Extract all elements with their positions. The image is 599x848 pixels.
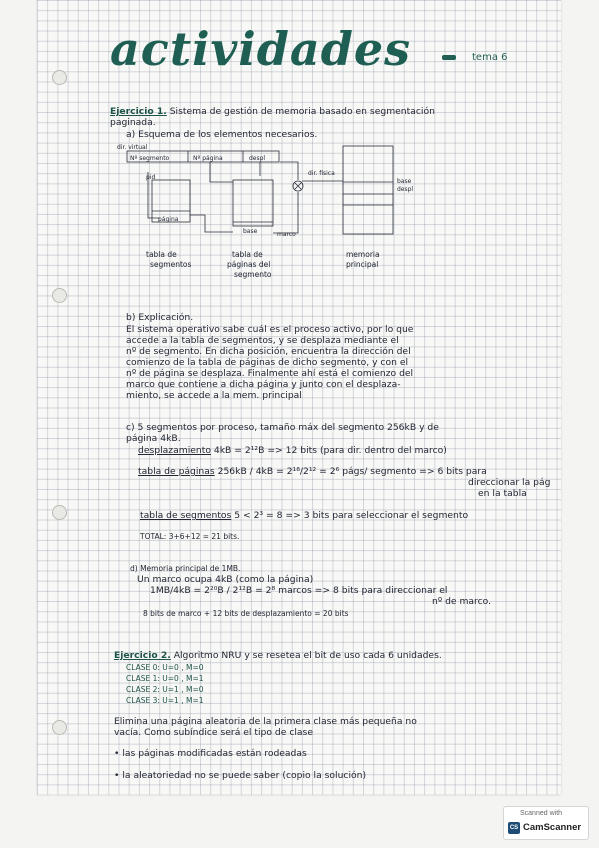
ej1-c-title-cont: página 4kB. [126, 433, 181, 444]
table2-label-1: tabla de [232, 250, 263, 259]
field-despl: despl [249, 155, 266, 162]
ej1-c-despl-row [138, 445, 447, 457]
camscanner-name: CamScanner [523, 822, 582, 833]
camscanner-badge [503, 806, 589, 840]
ts-label: tabla de segmentos [140, 510, 232, 521]
camscanner-logo-icon: CS [508, 822, 520, 834]
ej1-b-title: b) Explicación. [126, 312, 194, 323]
tp-cont-1: direccionar la pág [468, 477, 551, 488]
main-memory [343, 146, 393, 234]
ej1-c-tp-row [138, 466, 487, 478]
class-3: CLASE 3: U=1 , M=1 [126, 696, 204, 705]
ej2-line1: Elimina una página aleatoria de la primera clase más pequeña no [114, 716, 417, 727]
ej2-bullet2: • la aleatoriedad no se puede saber (copio la solución) [114, 770, 367, 781]
ej1-heading-text: Sistema de gestión de memoria basado en segmentación [169, 106, 435, 117]
table2-label-2: páginas del [227, 260, 271, 269]
tp-value: 256kB / 4kB = 2¹⁸/2¹² = 2⁶ págs/ segmento => 6 bits para [217, 466, 487, 477]
ej2-heading-row [114, 650, 442, 662]
table1-label-1: tabla de [146, 250, 177, 259]
page-subtitle: tema 6 [472, 52, 508, 63]
class-0: CLASE 0: U=0 , M=0 [126, 663, 204, 672]
ej1-heading-cont: paginada. [110, 117, 156, 128]
ej1-c-ts-row [140, 510, 468, 522]
base-label: base [243, 228, 258, 235]
despl-right-label: despl [397, 186, 414, 193]
class-2: CLASE 2: U=1 , M=0 [126, 685, 204, 694]
ej1-c-total: TOTAL: 3+6+12 = 21 bits. [140, 532, 240, 541]
scanned-with-text: Scanned with [520, 810, 563, 817]
table1-label-2: segmentos [150, 260, 192, 269]
pagina-label: página [158, 216, 179, 223]
ej2-bullet1: • las páginas modificadas están rodeadas [114, 748, 307, 759]
field-segment: Nº segmento [130, 155, 170, 162]
table3-label-1: memoria [346, 250, 380, 259]
page-table [233, 180, 273, 226]
ej2-heading-text: Algoritmo NRU y se resetea el bit de uso cada 6 unidades. [173, 650, 442, 661]
ej1-c-title: c) 5 segmentos por proceso, tamaño máx del segmento 256kB y de [126, 422, 439, 433]
ej1-a-title: a) Esquema de los elementos necesarios. [126, 129, 318, 140]
marco-label: marco [277, 231, 296, 238]
ej1-b-line: marco que contiene a dicha página y junto con el desplaza- [126, 379, 401, 390]
ej1-d-line4: 8 bits de marco + 12 bits de desplazamiento = 20 bits [143, 609, 349, 618]
ej1-b-line: miento, se accede a la mem. principal [126, 390, 302, 401]
class-1: CLASE 1: U=0 , M=1 [126, 674, 204, 683]
ej2-heading: Ejercicio 2. [114, 650, 171, 661]
ej1-d-line1: Un marco ocupa 4kB (como la página) [137, 574, 314, 585]
ej1-d-title: d) Memoria principal de 1MB. [130, 564, 241, 573]
ts-value: 5 < 2³ = 8 => 3 bits para seleccionar el segmento [234, 510, 469, 521]
ej1-b-line: comienzo de la tabla de páginas de dicho segmento, y con el [126, 357, 409, 368]
dir-fisica-label: dir. física [308, 170, 335, 177]
table3-label-2: principal [346, 260, 379, 269]
ej1-d-line3: nº de marco. [432, 596, 492, 607]
ej1-b-line: nº de página se desplaza. Finalmente ahí está el comienzo del [126, 368, 414, 379]
ej2-line2: vacía. Como subíndice será el tipo de clase [114, 727, 313, 738]
pid-label: pid [146, 174, 156, 181]
ej1-d-line2: 1MB/4kB = 2²⁰B / 2¹²B = 2⁸ marcos => 8 bits para direccionar el [150, 585, 448, 596]
ej1-b-line: nº de segmento. En dicha posición, encuentra la dirección del [126, 346, 411, 357]
despl-value: 4kB = 2¹²B => 12 bits (para dir. dentro del marco) [213, 445, 447, 456]
page-title: actividades [110, 22, 412, 76]
tp-label: tabla de páginas [138, 466, 215, 477]
table2-label-3: segmento [234, 270, 272, 279]
despl-label: desplazamiento [138, 445, 211, 456]
field-page: Nº página [193, 155, 223, 162]
ej1-heading: Ejercicio 1. [110, 106, 167, 117]
ej1-b-line: accede a la tabla de segmentos, y se desplaza mediante el [126, 335, 399, 346]
ej1-b-line: El sistema operativo sabe cuál es el proceso activo, por lo que [126, 324, 414, 335]
base-right-label: base [397, 178, 412, 185]
tp-cont-2: en la tabla [478, 488, 527, 499]
dir-virtual-label: dir. virtual [117, 144, 148, 151]
